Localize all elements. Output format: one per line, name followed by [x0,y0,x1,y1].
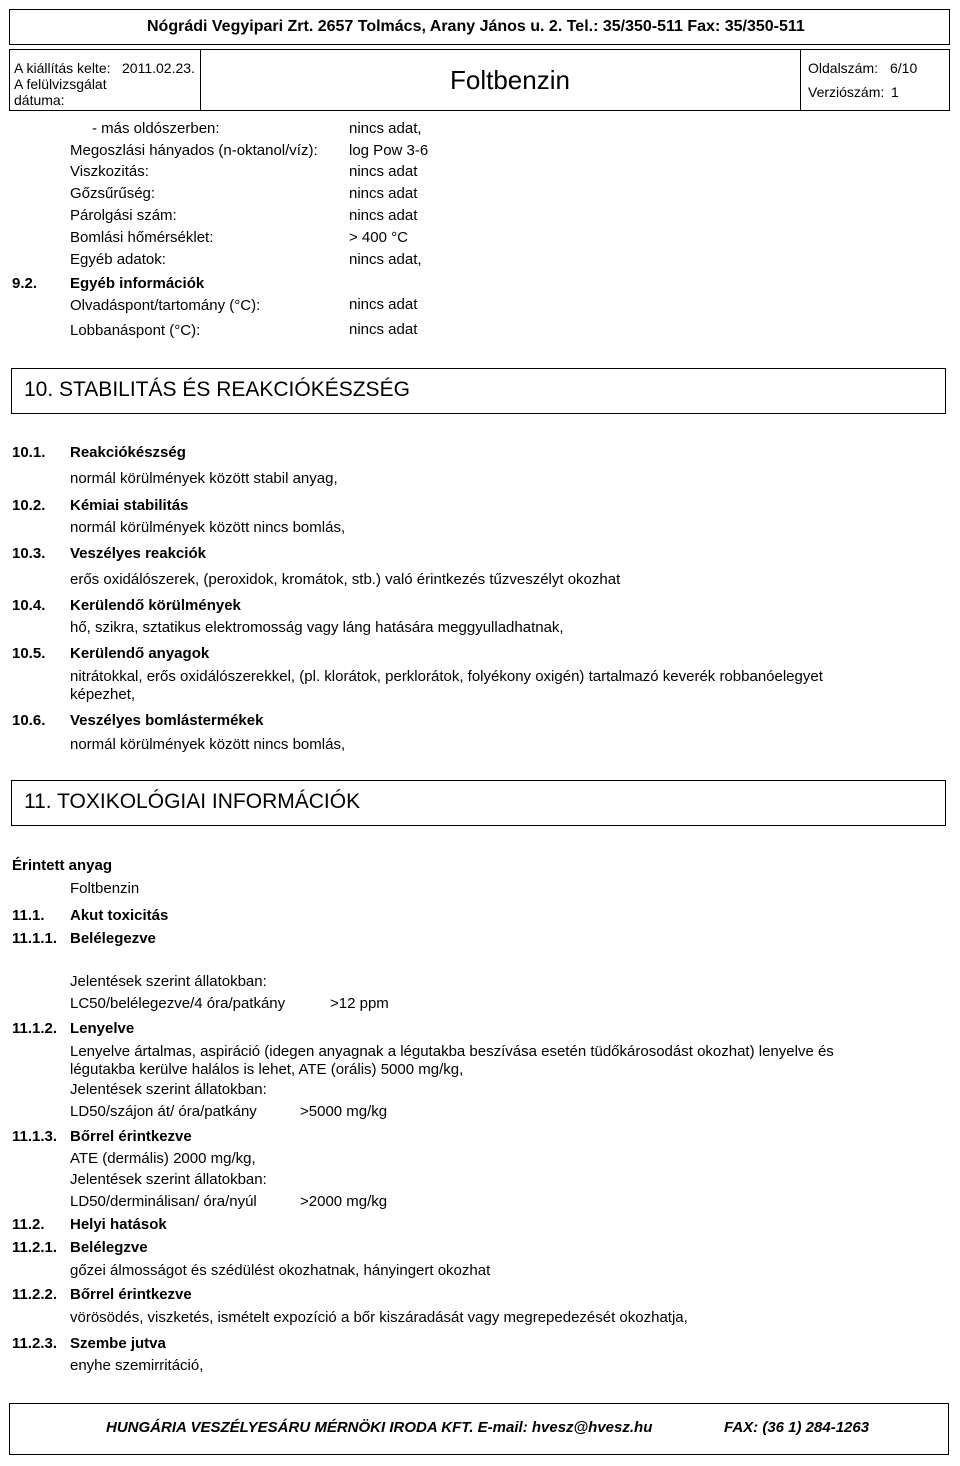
item-text: gőzei álmosságot és szédülést okozhatnak, hányingert okozhat [70,1262,491,1279]
prop-value: nincs adat, [349,120,422,137]
item-number: 11.2. [12,1216,45,1233]
prop-label: Gőzsűrűség: [70,185,156,202]
flash-point-value: nincs adat [349,321,418,338]
item-heading: Belélegzve [70,1239,148,1256]
section-10-title: 10. STABILITÁS ÉS REAKCIÓKÉSZSÉG [24,378,410,401]
item-number: 10.4. [12,597,46,614]
lc50-label: LC50/belélegezve/4 óra/patkány [70,995,286,1012]
item-number: 11.1.1. [12,930,58,947]
prop-label: - más oldószerben: [92,120,220,137]
item-text: hő, szikra, sztatikus elektromosság vagy láng hatására meggyulladhatnak, [70,619,564,636]
footer-company: HUNGÁRIA VESZÉLYESÁRU MÉRNÖKI IRODA KFT. E-mail: hvesz@hvesz.hu [106,1419,653,1436]
item-number: 11.2.2. [12,1286,58,1303]
item-number: 11.1.2. [12,1020,58,1037]
page-value: 6/10 [890,60,918,76]
version-label: Verziószám: [808,84,885,100]
item-number: 10.6. [12,712,46,729]
item-heading: Akut toxicitás [70,907,169,924]
section-11-title: 11. TOXIKOLÓGIAI INFORMÁCIÓK [24,790,361,813]
ld50-oral-label: LD50/szájon át/ óra/patkány [70,1103,257,1120]
item-heading: Kerülendő anyagok [70,645,210,662]
footer-fax: FAX: (36 1) 284-1263 [724,1419,870,1436]
item-heading: Veszélyes bomlástermékek [70,712,264,729]
affected-substance-label: Érintett anyag [12,857,113,874]
oral-text-continued: légutakba kerülve halálos is lehet, ATE (orális) 5000 mg/kg, [70,1061,464,1078]
item-heading: Helyi hatások [70,1216,167,1233]
item-number: 10.1. [12,444,46,461]
ld50-dermal-value: >2000 mg/kg [300,1193,388,1210]
issue-date-label: A kiállítás kelte: [14,60,111,76]
ld50-dermal-label: LD50/derminálisan/ óra/nyúl [70,1193,257,1210]
item-text: enyhe szemirritáció, [70,1357,204,1374]
item-number: 11.1.3. [12,1128,58,1145]
item-number: 11.2.1. [12,1239,58,1256]
prop-value: nincs adat [349,207,418,224]
section-9-2-number: 9.2. [12,275,38,292]
prop-value: nincs adat [349,163,418,180]
review-date-label-2: dátuma: [14,92,65,108]
lc50-value: >12 ppm [330,995,389,1012]
animal-reports-label: Jelentések szerint állatokban: [70,973,267,990]
item-text: normál körülmények között nincs bomlás, [70,736,346,753]
animal-reports-label: Jelentések szerint állatokban: [70,1171,267,1188]
prop-value: > 400 °C [349,229,408,246]
item-text: normál körülmények között nincs bomlás, [70,519,346,536]
item-heading: Veszélyes reakciók [70,545,206,562]
item-heading: Szembe jutva [70,1335,166,1352]
affected-substance-value: Foltbenzin [70,880,140,897]
prop-value: nincs adat [349,185,418,202]
product-name: Foltbenzin [450,65,570,95]
dermal-ate: ATE (dermális) 2000 mg/kg, [70,1150,256,1167]
item-heading: Bőrrel érintkezve [70,1128,192,1145]
oral-text: Lenyelve ártalmas, aspiráció (idegen anyagnak a légutakba beszívása esetén tüdőkárosodást okozhat) lenyelve és [70,1043,834,1060]
item-heading: Lenyelve [70,1020,135,1037]
prop-label: Megoszlási hányados (n-oktanol/víz): [70,142,318,159]
prop-label: Viszkozitás: [70,163,149,180]
item-number: 11.2.3. [12,1335,58,1352]
prop-value: nincs adat, [349,251,422,268]
version-value: 1 [891,84,899,100]
header-divider-right [800,49,801,111]
item-text: vörösödés, viszketés, ismételt expozíció a bőr kiszáradását vagy megrepedezését okozhatja, [70,1309,688,1326]
prop-value: log Pow 3-6 [349,142,429,159]
animal-reports-label: Jelentések szerint állatokban: [70,1081,267,1098]
review-date-label-1: A felülvizsgálat [14,76,107,92]
item-heading: Kerülendő körülmények [70,597,241,614]
flash-point-label: Lobbanáspont (°C): [70,322,201,339]
issue-date-value: 2011.02.23. [122,60,195,76]
melting-point-label: Olvadáspont/tartomány (°C): [70,297,261,314]
melting-point-value: nincs adat [349,296,418,313]
prop-label: Párolgási szám: [70,207,177,224]
section-9-2-title: Egyéb információk [70,275,205,292]
header-divider-left [200,49,201,111]
item-number: 10.3. [12,545,46,562]
page-label: Oldalszám: [808,60,879,76]
item-number: 11.1. [12,907,45,924]
item-text: nitrátokkal, erős oxidálószerekkel, (pl. klorátok, perklorátok, folyékony oxigén) tartalmazó keverék robbanóelegyet [70,668,823,685]
item-heading: Reakciókészség [70,444,186,461]
item-heading: Belélegezve [70,930,156,947]
prop-label: Egyéb adatok: [70,251,166,268]
item-text: normál körülmények között stabil anyag, [70,470,338,487]
item-heading: Bőrrel érintkezve [70,1286,192,1303]
item-text-continued: képezhet, [70,686,136,703]
ld50-oral-value: >5000 mg/kg [300,1103,388,1120]
item-number: 10.5. [12,645,46,662]
item-number: 10.2. [12,497,46,514]
item-heading: Kémiai stabilitás [70,497,189,514]
prop-label: Bomlási hőmérséklet: [70,229,214,246]
header-company-line: Nógrádi Vegyipari Zrt. 2657 Tolmács, Arany János u. 2. Tel.: 35/350-511 Fax: 35/350-511 [147,18,805,35]
item-text: erős oxidálószerek, (peroxidok, kromátok, stb.) való érintkezés tűzveszélyt okozhat [70,571,621,588]
